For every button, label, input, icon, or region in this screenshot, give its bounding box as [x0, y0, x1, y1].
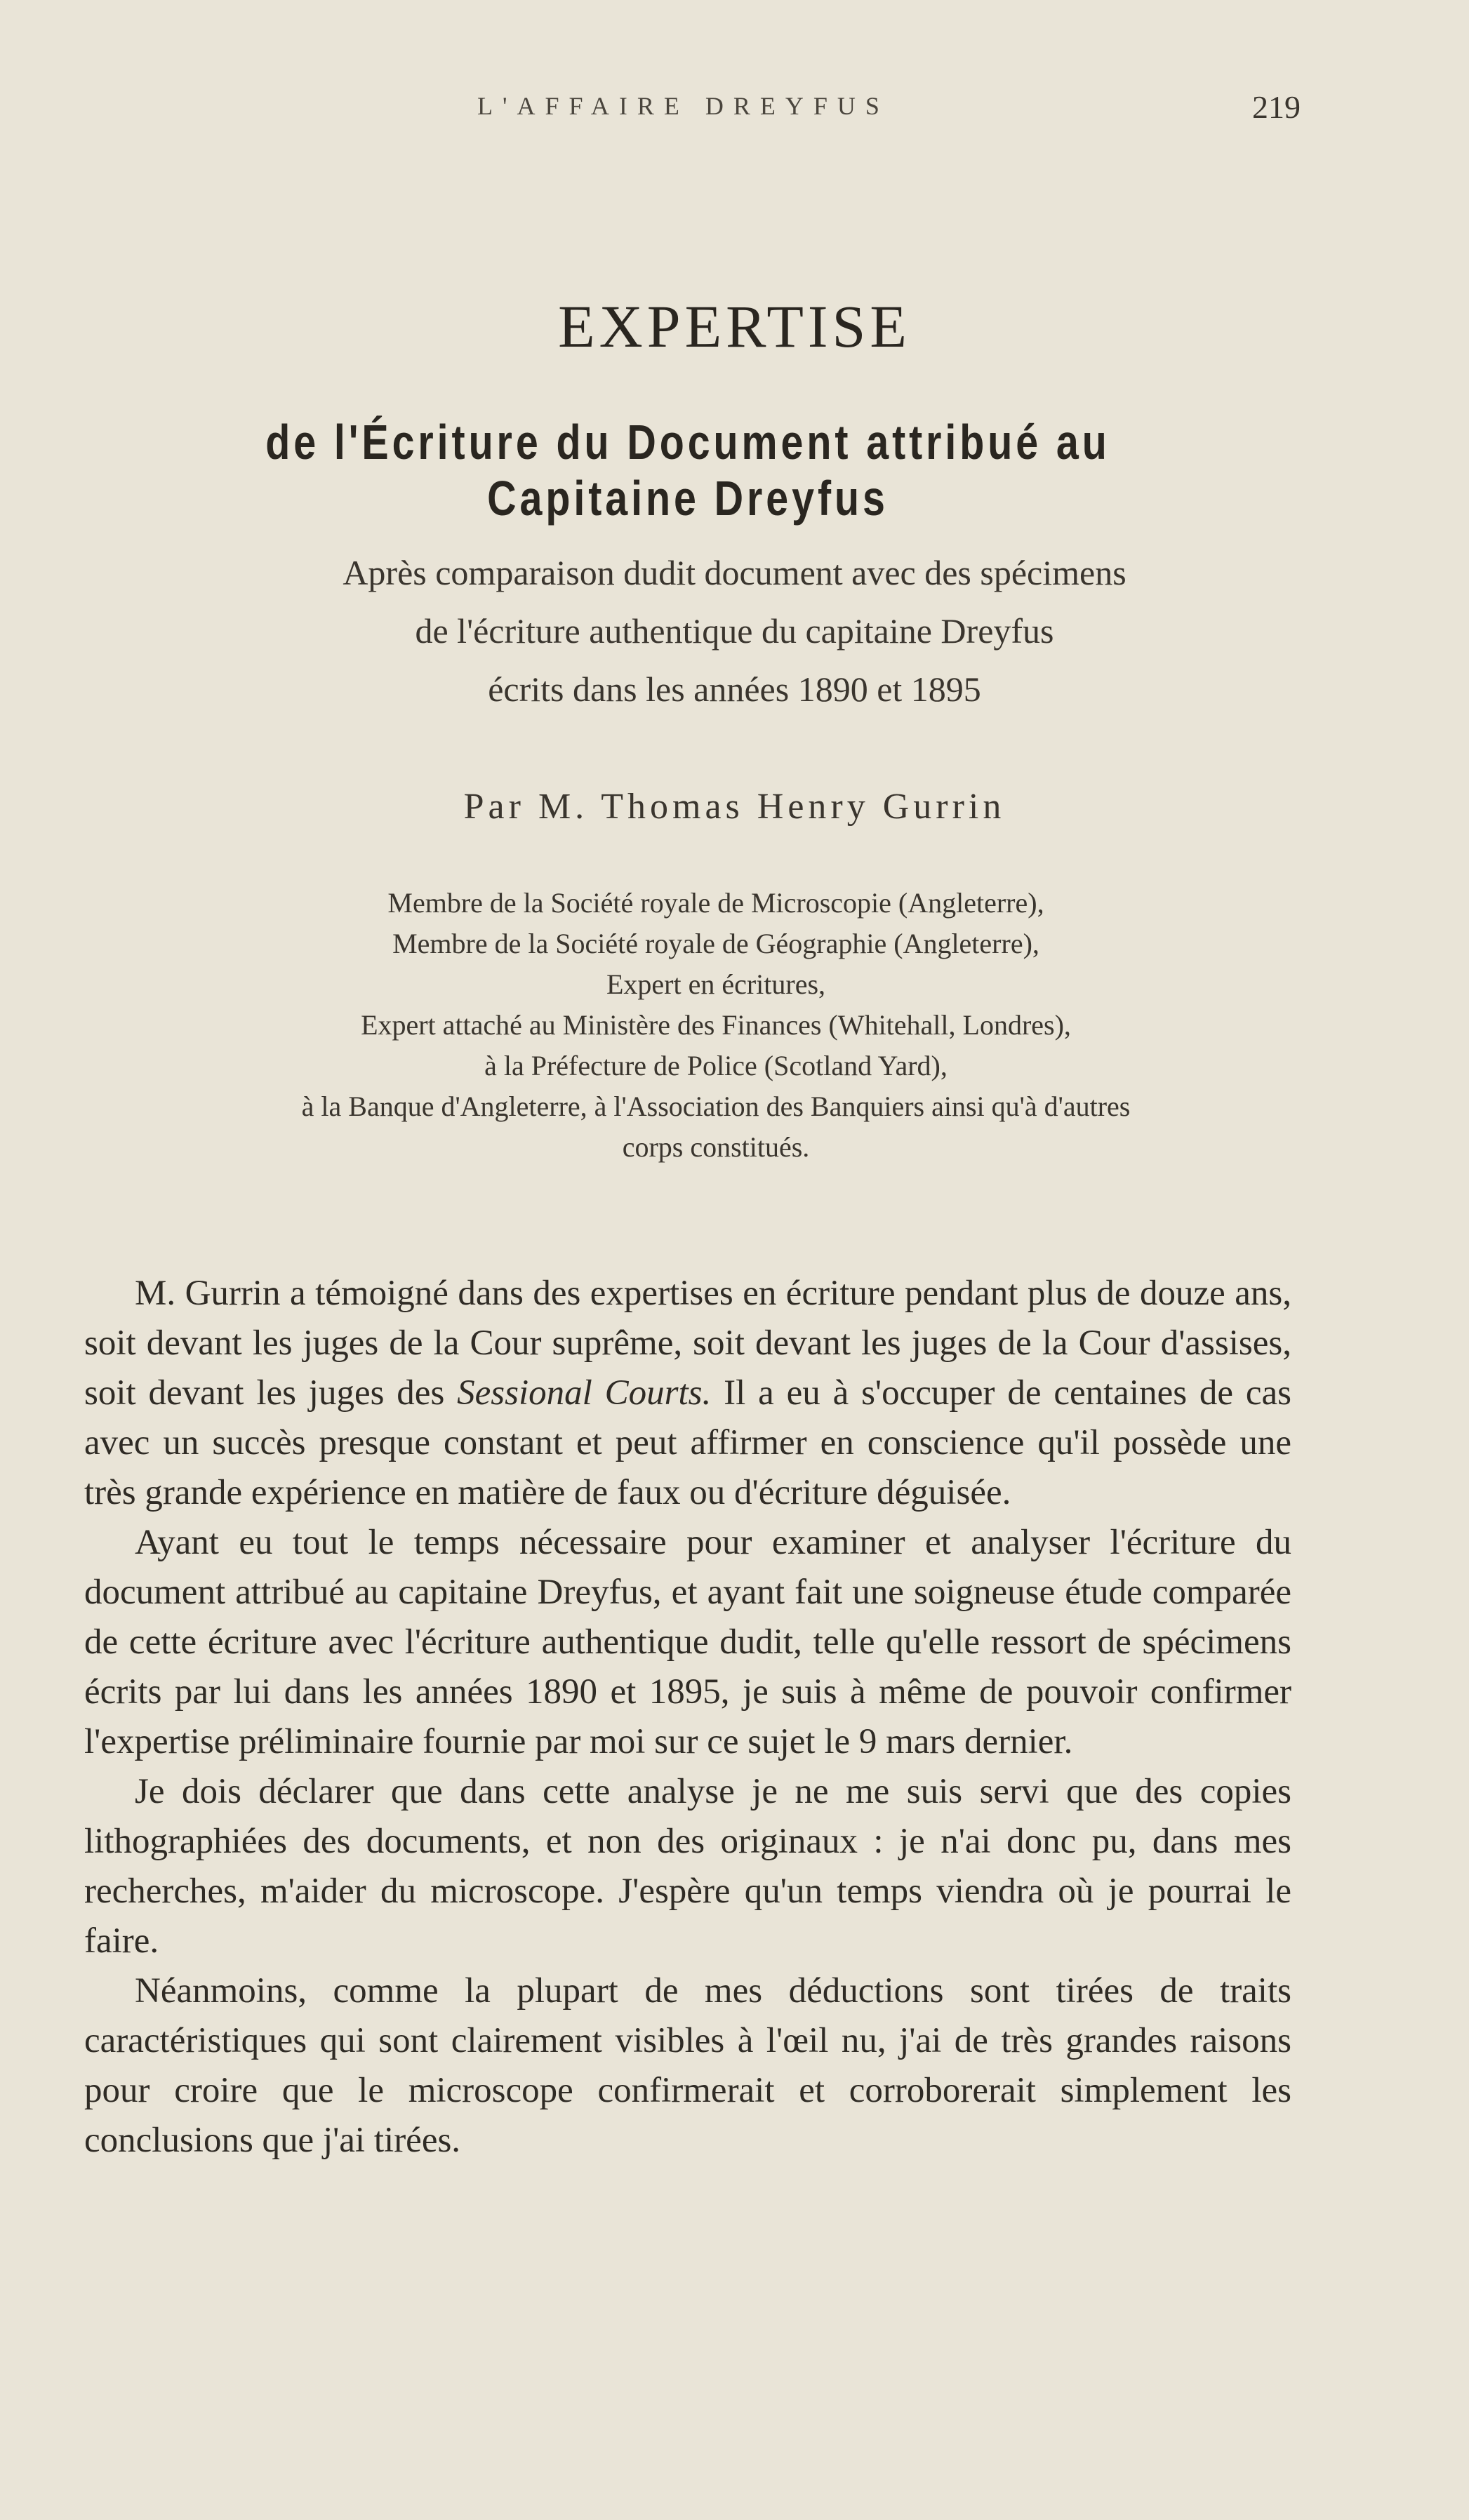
paragraph-2: Ayant eu tout le temps nécessaire pour examiner et analyser l'écriture du document attribué au capitaine Dreyfus, et ayant fait une soigneuse étude comparée de cette écriture avec l'écriture authentique dudit, telle qu'elle ressort de spécimens écrits par lui dans les années 1890 et 1895, je suis à même de pouvoir confirmer l'expertise préliminaire fournie par moi sur ce sujet le 9 mars dernier. — [84, 1523, 1291, 1761]
paragraph-1 — [84, 1269, 1291, 1518]
sessional-courts-italic: Sessional Courts. — [457, 1373, 712, 1413]
paragraph-1-text-continued: Il a eu à s'occuper de centaines de cas avec un succès presque constant et peut affirmer en conscience qu'il possède une très grande expérience en matière de faux ou d'écriture déguisée. — [84, 1373, 1291, 1512]
author-line: Par M. Thomas Henry Gurrin — [463, 787, 1006, 827]
intro-line: de l'écriture authentique du capitaine Dreyfus — [415, 611, 1054, 651]
credential-line: à la Préfecture de Police (Scotland Yard), — [484, 1050, 948, 1081]
page-number: 219 — [1252, 89, 1301, 125]
document-subtitle: de l'Écriture du Document attribué au Capitaine Dreyfus — [265, 415, 1110, 526]
credential-line: Membre de la Société royale de Microscopie (Angleterre), — [387, 887, 1044, 919]
paragraph-1-text: M. Gurrin a témoigné dans des expertises en écriture pendant plus de douze ans, soit devant les juges de la Cour suprême, soit devant les juges de la Cour d'assises, soit devant les juges des — [84, 1274, 1291, 1413]
credential-line: corps constitués. — [622, 1131, 810, 1163]
paragraph-3: Je dois déclarer que dans cette analyse je ne me suis servi que des copies lithographiées des documents, et non des originaux : je n'ai donc pu, dans mes recherches, m'aider du microscope. J'espère qu'un temps viendra où je pourrai le faire. — [84, 1772, 1291, 1961]
running-head: L'AFFAIRE DREYFUS — [477, 92, 889, 120]
credential-line: à la Banque d'Angleterre, à l'Association des Banquiers ainsi qu'à d'autres — [301, 1091, 1131, 1122]
credential-line: Expert attaché au Ministère des Finances (Whitehall, Londres), — [361, 1009, 1071, 1041]
credential-line: Membre de la Société royale de Géographie (Angleterre), — [392, 928, 1039, 959]
credentials-block — [98, 883, 1334, 1168]
credential-line: Expert en écritures, — [606, 968, 826, 1000]
body-text — [84, 1269, 1291, 2166]
paragraph-4: Néanmoins, comme la plupart de mes déductions sont tirées de traits caractéristiques qui sont clairement visibles à l'œil nu, j'ai de très grandes raisons pour croire que le microscope confirmerait et corroborerait simplement les conclusions que j'ai tirées. — [84, 1971, 1291, 2160]
intro-block — [0, 544, 1469, 719]
intro-line: écrits dans les années 1890 et 1895 — [488, 669, 981, 709]
intro-line: Après comparaison dudit document avec des spécimens — [343, 553, 1126, 592]
document-title: EXPERTISE — [558, 293, 911, 360]
